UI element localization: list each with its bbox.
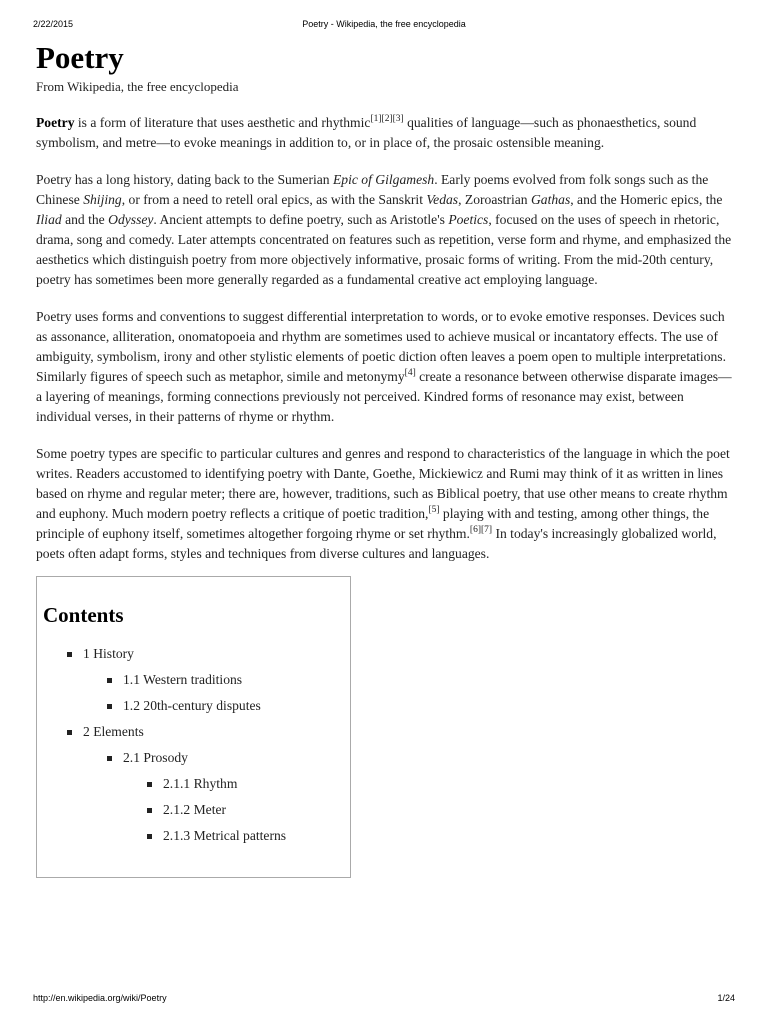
work-title: Odyssey <box>108 212 154 227</box>
text-run: is a form of literature that uses aesthetic and rhythmic <box>74 115 371 130</box>
bullet-icon <box>147 808 152 813</box>
text-run: , Zoroastrian <box>458 192 531 207</box>
text-run: Poetry has a long history, dating back to the Sumerian <box>36 172 333 187</box>
toc-item-label[interactable]: 2.1 Prosody <box>123 750 188 765</box>
toc-list <box>37 641 350 849</box>
text-run: qualities of language—such as phonaesthetics, sound symbolism, and metre—to evoke meanings in addition to, or in place of, the prosaic ostensible meaning. <box>36 115 697 150</box>
intro-paragraph-4 <box>36 444 732 564</box>
toc-item-label[interactable]: 2.1.2 Meter <box>163 802 227 817</box>
work-title: Iliad <box>36 212 62 227</box>
print-date: 2/22/2015 <box>33 19 74 29</box>
toc-heading: Contents <box>43 603 124 627</box>
toc-item[interactable] <box>37 719 350 745</box>
toc-item[interactable] <box>37 693 350 719</box>
print-page-number: 1/24 <box>717 993 735 1003</box>
bullet-icon <box>67 730 72 735</box>
text-run: . Ancient attempts to define poetry, such as Aristotle's <box>153 212 449 227</box>
citation-link[interactable]: [3] <box>392 114 404 124</box>
citation-link[interactable]: [2] <box>381 114 393 124</box>
text-run: , focused on the uses of speech in rhetoric, drama, song and comedy. Later attempts concentrated on features such as repetition, verse form and rhyme, and emphasized the aesthetics which distinguish poetry from more objectively informative, prosaic forms of writing. From the mid-20th century, poetry has sometimes been more generally regarded as a fundamental creative act employing language. <box>36 212 732 287</box>
work-title: Vedas <box>426 192 459 207</box>
text-run: In today's increasingly globalized world, poets often adapt forms, styles and techniques from diverse cultures and languages. <box>36 526 717 561</box>
bullet-icon <box>107 704 112 709</box>
bullet-icon <box>107 756 112 761</box>
bullet-icon <box>107 678 112 683</box>
table-of-contents <box>36 576 351 878</box>
text-run: and the <box>61 212 109 227</box>
work-title: Epic of Gilgamesh <box>333 172 435 187</box>
citation-link[interactable]: [1] <box>370 114 382 124</box>
print-url: http://en.wikipedia.org/wiki/Poetry <box>33 993 167 1003</box>
citation-link[interactable]: [5] <box>428 505 440 515</box>
citation-link[interactable]: [6] <box>469 525 481 535</box>
work-title: Gathas <box>530 192 571 207</box>
text-run: Poetry uses forms and conventions to suggest differential interpretation to words, or to evoke emotive responses. Devices such as assonance, alliteration, onomatopoeia and rhythm are sometimes used to achieve musical or incantatory effects. The use of ambiguity, symbolism, irony and other stylistic elements of poetic diction often leaves a poem open to multiple interpretations. Similarly figures of speech such as metaphor, simile and metonymy <box>36 309 726 384</box>
text-run: Some poetry types are specific to particular cultures and genres and respond to characteristics of the language in which the poet writes. Readers accustomed to identifying poetry with Dante, Goethe, Mickiewicz and Rumi may think of it as written in lines based on rhyme and regular meter; there are, however, traditions, such as Biblical poetry, that use other means to create rhythm and euphony. Much modern poetry reflects a critique of poetic tradition, <box>36 446 730 521</box>
intro-paragraph-1 <box>36 113 732 153</box>
toc-item[interactable] <box>37 823 350 849</box>
citation-link[interactable]: [4] <box>404 368 416 378</box>
toc-item-label[interactable]: 2.1.1 Rhythm <box>163 776 238 791</box>
toc-item-label[interactable]: 1.1 Western traditions <box>123 672 243 687</box>
toc-item[interactable] <box>37 771 350 797</box>
citation-link[interactable]: [7] <box>480 525 493 535</box>
work-title: Poetics <box>448 212 489 227</box>
bold-term: Poetry <box>36 115 75 130</box>
text-run: , or from a need to retell oral epics, as with the Sanskrit <box>121 192 427 207</box>
bullet-icon <box>147 782 152 787</box>
work-title: Shijing <box>83 192 122 207</box>
toc-item[interactable] <box>37 641 350 667</box>
toc-item-label[interactable]: 2.1.3 Metrical patterns <box>163 828 287 843</box>
toc-item-label[interactable]: 1 History <box>83 646 134 661</box>
intro-paragraph-3 <box>36 307 732 427</box>
bullet-icon <box>147 834 152 839</box>
text-run: playing with and testing, among other things, the principle of euphony itself, sometimes altogether forgoing rhyme or set rhythm. <box>36 506 710 541</box>
text-run: create a resonance between otherwise disparate images—a layering of meanings, forming connections previously not perceived. Kindred forms of resonance may exist, between individual verses, in their patterns of rhyme or rhythm. <box>36 369 732 424</box>
print-footer <box>33 993 735 1005</box>
toc-item-label[interactable]: 2 Elements <box>83 724 144 739</box>
text-run: . Early poems evolved from folk songs such as the Chinese <box>36 172 709 207</box>
toc-item[interactable] <box>37 797 350 823</box>
print-window-title: Poetry - Wikipedia, the free encyclopedia <box>302 19 466 29</box>
page-title: Poetry <box>36 40 124 75</box>
site-tagline: From Wikipedia, the free encyclopedia <box>36 79 239 94</box>
article-page <box>36 38 732 878</box>
toc-item-label[interactable]: 1.2 20th-century disputes <box>123 698 261 713</box>
intro-paragraph-2 <box>36 170 732 290</box>
print-header <box>33 19 735 31</box>
bullet-icon <box>67 652 72 657</box>
text-run: , and the Homeric epics, the <box>570 192 723 207</box>
toc-item[interactable] <box>37 745 350 771</box>
toc-item[interactable] <box>37 667 350 693</box>
